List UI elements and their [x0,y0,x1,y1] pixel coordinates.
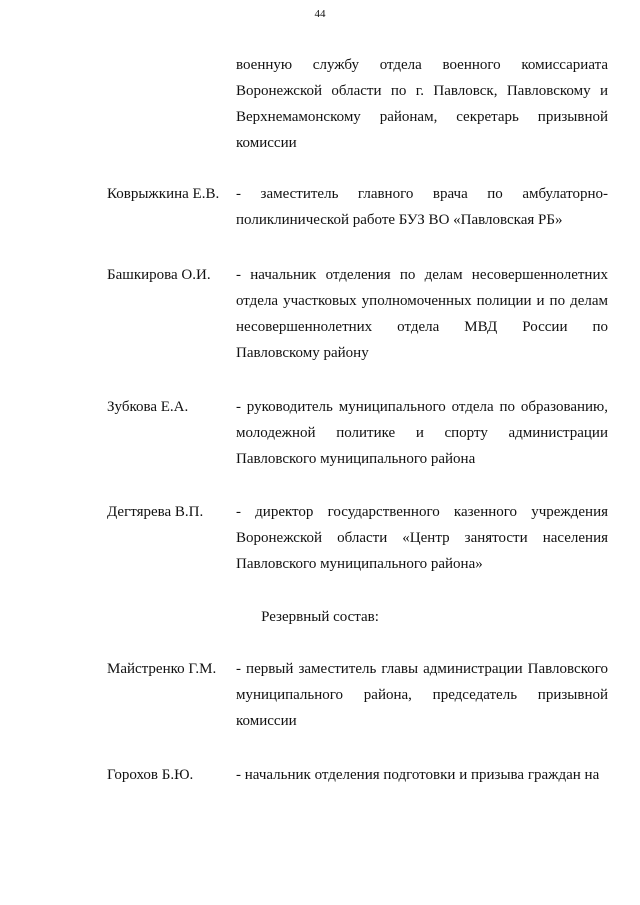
member-name: Коврыжкина Е.В. [107,186,220,202]
member-name: Зубкова Е.А. [107,399,189,415]
position-line: поликлинической работе БУЗ ВО «Павловская РБ» [236,212,563,228]
page-number: 44 [314,8,326,20]
position-line: Павловского муниципального района [236,451,476,467]
position-line: - директор государственного казенного учреждения [236,504,608,520]
position-line: несовершеннолетних отдела МВД России по [236,319,608,335]
position-line: - первый заместитель главы администрации Павловского [236,661,608,677]
member-position [236,499,608,577]
member-name: Майстренко Г.М. [107,661,217,677]
continuation-line: военную службу отдела военного комиссариата [236,57,608,73]
continuation-line: Воронежской области по г. Павловск, Павловскому и [236,83,608,99]
position-line: отдела участковых уполномоченных полиции и по делам [236,293,608,309]
member-position [236,394,608,472]
position-line: - начальник отделения по делам несовершеннолетних [236,267,608,283]
position-line: - руководитель муниципального отдела по образованию, [236,399,608,415]
position-line: Павловского муниципального района» [236,556,483,572]
continuation-line: комиссии [236,135,297,151]
continuation-line: Верхнемамонскому районам, секретарь призывной [236,109,608,125]
member-position [236,762,608,788]
member-position [236,262,608,366]
member-name: Башкирова О.И. [107,267,211,283]
position-line: Павловскому району [236,345,369,361]
member-name: Горохов Б.Ю. [107,767,194,783]
member-name: Дегтярева В.П. [107,504,204,520]
member-position [236,181,608,233]
member-position [236,656,608,734]
continuation-text [236,52,608,156]
position-line: Воронежской области «Центр занятости населения [236,530,608,546]
position-line: - заместитель главного врача по амбулаторно- [236,186,608,202]
section-title: Резервный состав: [261,609,379,625]
position-line: молодежной политике и спорту администрации [236,425,608,441]
position-line: - начальник отделения подготовки и призыва граждан на [236,767,600,783]
position-line: комиссии [236,713,297,729]
position-line: муниципального района, председатель призывной [236,687,608,703]
